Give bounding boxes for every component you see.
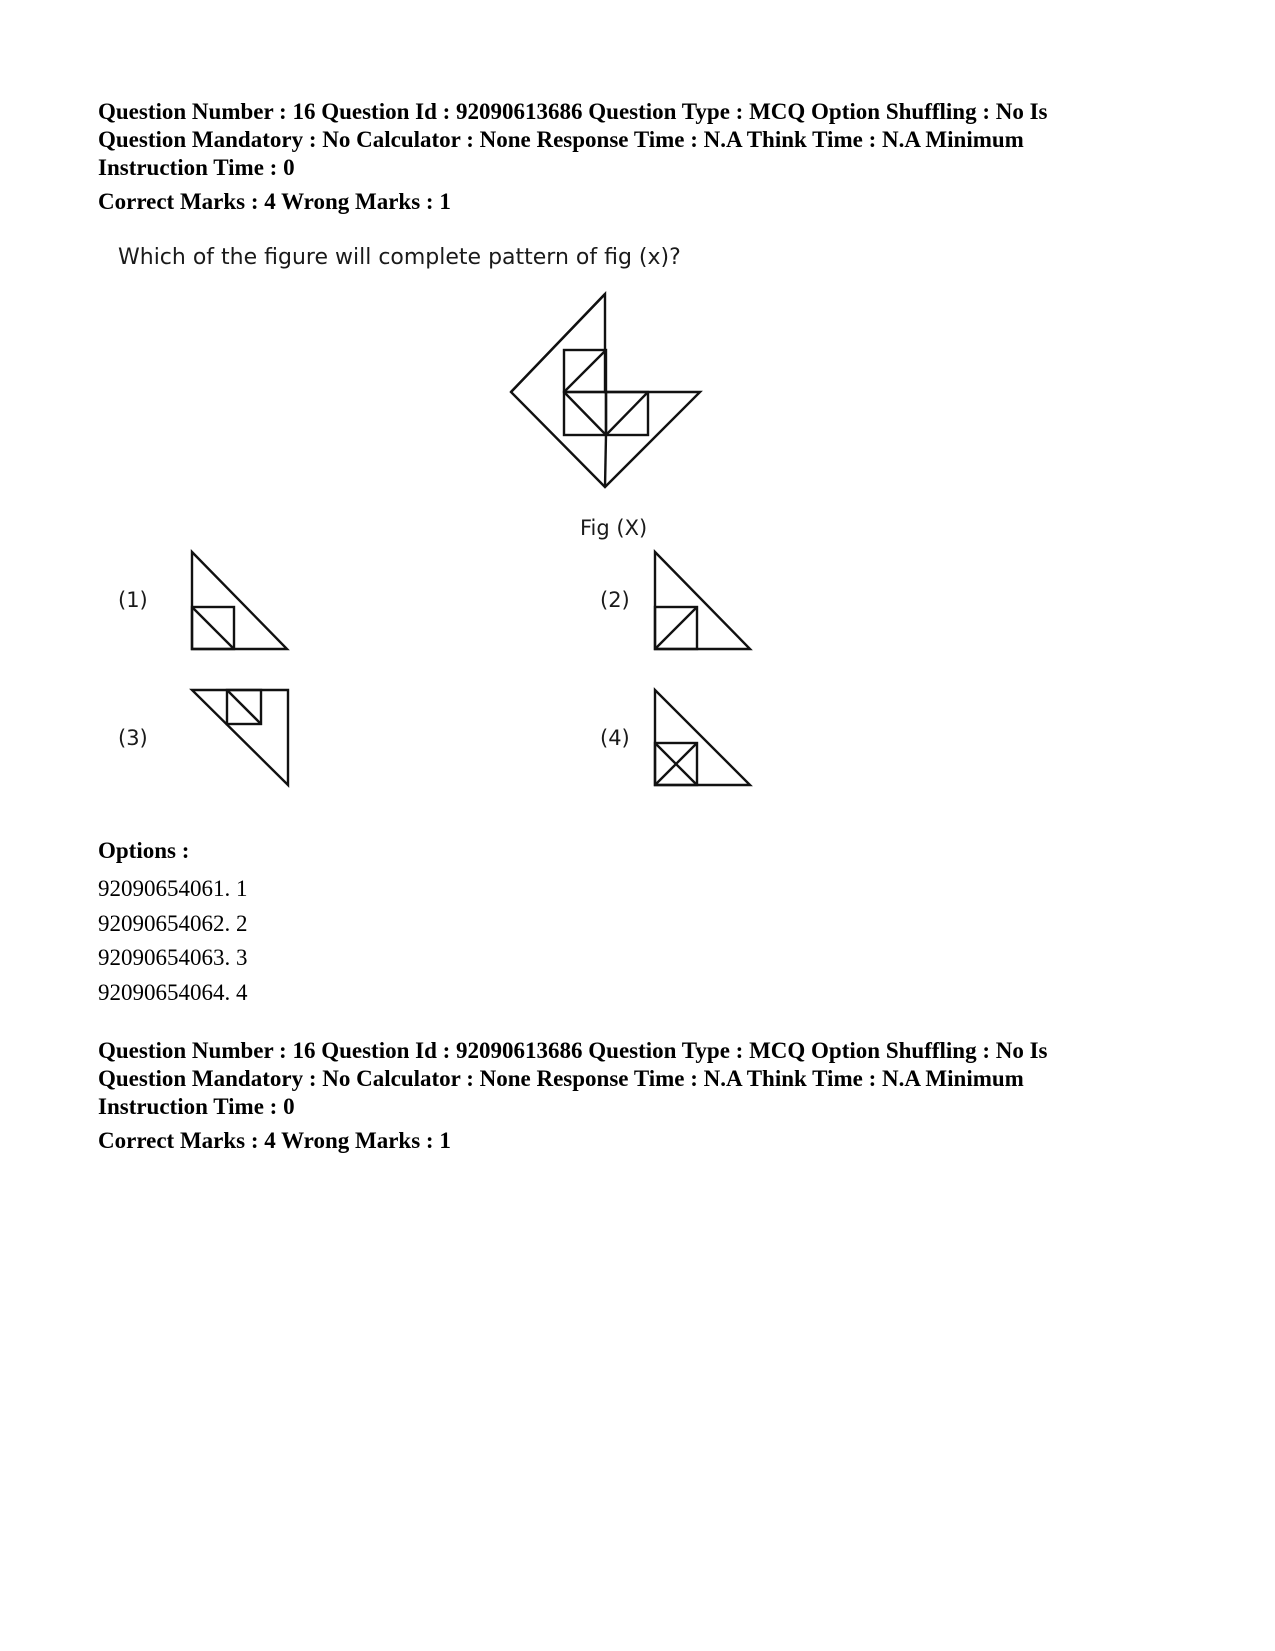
meta-line-1: Question Number : 16 Question Id : 92090613686 Question Type : MCQ Option Shuffling : No Is	[98, 99, 1048, 124]
marks-line: Correct Marks : 4 Wrong Marks : 1	[98, 189, 451, 214]
figure-x-diag	[511, 294, 605, 392]
option-item-3: 92090654063. 3	[98, 945, 248, 970]
figure-x	[505, 292, 710, 492]
repeat-meta-line-2: Question Mandatory : No Calculator : None Response Time : N.A Think Time : N.A Minimum	[98, 1066, 1024, 1091]
choice-label-4: (4)	[600, 726, 630, 750]
choice-label-2: (2)	[600, 588, 630, 612]
question-meta	[98, 98, 1178, 182]
repeat-meta-line-3: Instruction Time : 0	[98, 1094, 295, 1119]
choice-figure-4	[653, 688, 753, 790]
question-header	[98, 98, 1178, 216]
question-text: Which of the figure will complete pattern of fig (x)?	[118, 245, 681, 270]
figure-x-line-a	[564, 350, 606, 392]
figure-caption: Fig (X)	[580, 516, 648, 540]
options-heading: Options :	[98, 838, 190, 863]
repeat-marks-line: Correct Marks : 4 Wrong Marks : 1	[98, 1128, 451, 1153]
option-item-1: 92090654061. 1	[98, 876, 248, 901]
repeat-question-meta	[98, 1037, 1178, 1121]
figure-x-line-b	[564, 392, 606, 435]
figure-x-line-d	[605, 435, 606, 487]
choice-label-3: (3)	[118, 726, 148, 750]
repeat-question-header	[98, 1037, 1178, 1155]
repeat-meta-line-1: Question Number : 16 Question Id : 92090613686 Question Type : MCQ Option Shuffling : No Is	[98, 1038, 1048, 1063]
figure-x-line-c	[606, 392, 648, 435]
choice-label-1: (1)	[118, 588, 148, 612]
meta-line-3: Instruction Time : 0	[98, 155, 295, 180]
option-item-2: 92090654062. 2	[98, 910, 248, 936]
choice-figure-2	[653, 550, 753, 652]
options-list	[98, 872, 248, 1010]
choice-figure-1	[190, 550, 290, 652]
meta-line-2: Question Mandatory : No Calculator : None Response Time : N.A Think Time : N.A Minimum	[98, 127, 1024, 152]
choice-figure-3	[190, 688, 292, 788]
option-item-4: 92090654064. 4	[98, 979, 248, 1005]
